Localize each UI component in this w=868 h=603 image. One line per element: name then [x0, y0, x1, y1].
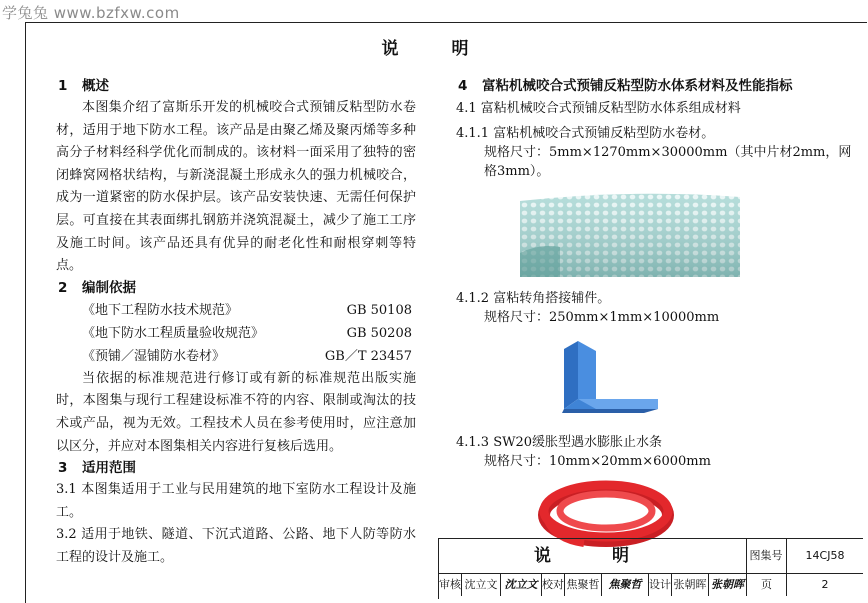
reference-row	[56, 299, 416, 322]
overview-paragraph: 本图集介绍了富斯乐开发的机械咬合式预铺反粘型防水卷材，适用于地下防水工程。该产品是由聚乙烯及聚丙烯等多种高分子材料经科学优化而制成的。该材料一面采用了独特的密闭蜂窝网格状结构，与新浇混凝土形成永久的强力机械咬合，成为一道紧密的防水保护层。该产品安装快速、无需任何保护层。可直接在其表面绑扎钢筋并浇筑混凝土，减少了施工工序及施工时间。该产品还具有优异的耐老化性和耐根穿刺等特点。	[56, 100, 416, 274]
item-4-1-3-label: 4.1.3 SW20缓胀型遇水膨胀止水条	[456, 435, 663, 450]
item-4-1-1-spec: 规格尺寸：5mm×1270mm×30000mm（其中片材2mm，网格3mm）。	[484, 145, 852, 179]
review-name: 沈立文	[462, 574, 501, 596]
atlas-number-label: 图集号	[746, 539, 787, 574]
section-number: 3	[58, 460, 68, 477]
scope-item: 3.1 本图集适用于工业与民用建筑的地下室防水工程设计及施工。	[56, 482, 416, 520]
left-column	[56, 76, 416, 570]
item-4-1-2-label: 4.1.2 富粘转角搭接辅件。	[456, 291, 611, 306]
item-4-1-3-spec: 规格尺寸：10mm×20mm×6000mm	[484, 454, 711, 469]
item-4-1-1-label: 4.1.1 富粘机械咬合式预铺反粘型防水卷材。	[456, 126, 715, 141]
water-stop-strip-image	[536, 477, 676, 547]
section-number: 4	[458, 78, 468, 94]
review-signature: 沈立文	[501, 574, 542, 596]
subsection-4-1: 4.1 富粘机械咬合式预铺反粘型防水体系组成材料	[456, 101, 741, 116]
reference-code: GB／T 23457	[324, 348, 412, 364]
check-signature: 焦聚哲	[602, 574, 649, 596]
section-number: 2	[58, 279, 68, 296]
signature-row	[439, 574, 863, 596]
section-4-heading	[456, 76, 856, 97]
title-block	[438, 538, 863, 599]
watermark: 学兔兔 www.bzfxw.com	[2, 4, 180, 22]
section-title: 概述	[82, 78, 109, 94]
standards-note-paragraph: 当依据的标准规范进行修订或有新的标准规范出版实施时，本图集与现行工程建设标准不符的内容、限制或淘汰的技术或产品，视为无效。工程技术人员在参考使用时，应注意加以区分，并应对本图集相关内容进行复核后选用。	[56, 370, 416, 454]
reference-row	[56, 345, 416, 368]
atlas-number: 14CJ58	[787, 539, 863, 574]
right-column	[456, 76, 856, 547]
reference-code: GB 50108	[346, 302, 412, 318]
reference-title: 《预铺／湿铺防水卷材》	[82, 348, 226, 364]
reference-title: 《地下工程防水技术规范》	[82, 302, 239, 318]
section-title: 适用范围	[82, 460, 136, 477]
review-label: 审核	[439, 574, 462, 596]
design-signature: 张朝晖	[709, 574, 747, 596]
section-title: 编制依据	[82, 279, 136, 296]
design-label: 设计	[649, 574, 672, 596]
section-title: 富粘机械咬合式预铺反粘型防水体系材料及性能指标	[482, 78, 793, 94]
page-number: 2	[821, 578, 829, 591]
title-block-title: 说 明	[439, 539, 747, 574]
section-3-heading	[56, 458, 416, 479]
page-title: 说 明	[381, 39, 487, 59]
section-1-heading	[56, 76, 416, 97]
membrane-photo	[520, 193, 740, 277]
check-label: 校对	[542, 574, 565, 596]
reference-code: GB 50208	[346, 325, 412, 341]
reference-row	[56, 322, 416, 345]
scope-item: 3.2 适用于地铁、隧道、下沉式道路、公路、地下人防等防水工程的设计及施工。	[56, 527, 416, 565]
section-2-heading	[56, 278, 416, 299]
reference-title: 《地下防水工程质量验收规范》	[82, 325, 265, 341]
corner-accessory-image	[556, 337, 666, 423]
page-label: 页	[747, 574, 787, 596]
item-4-1-2-spec: 规格尺寸：250mm×1mm×10000mm	[484, 310, 720, 325]
check-name: 焦聚哲	[565, 574, 602, 596]
design-name: 张朝晖	[672, 574, 709, 596]
section-number: 1	[58, 78, 68, 94]
